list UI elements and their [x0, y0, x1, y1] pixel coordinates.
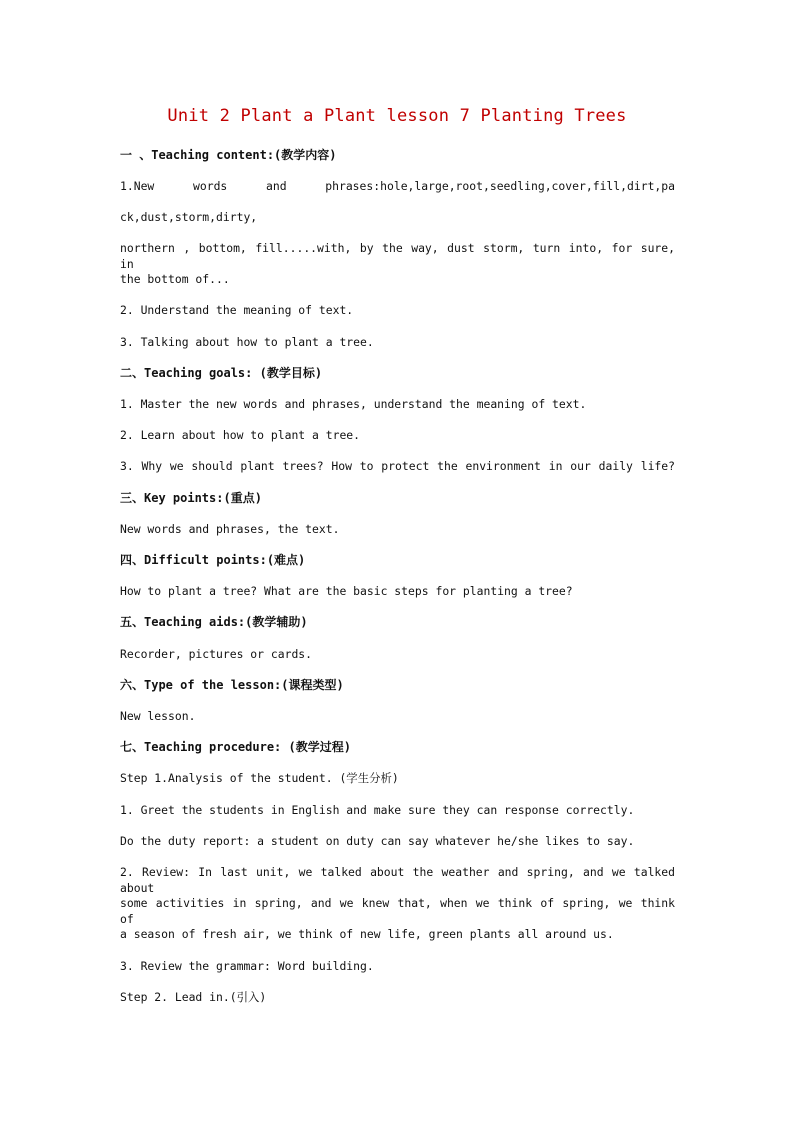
- paragraph-line: 2. Review: In last unit, we talked about the weather and spring, and we talked about: [120, 865, 675, 895]
- paragraph-line: New words and phrases, the text.: [120, 522, 340, 536]
- section-heading-teaching-content: 一 、Teaching content:(教学内容): [120, 148, 337, 162]
- paragraph-line: 1. Master the new words and phrases, understand the meaning of text.: [120, 397, 587, 411]
- section-heading-teaching-aids: 五、Teaching aids:(教学辅助): [120, 615, 308, 629]
- section-heading-difficult-points: 四、Difficult points:(难点): [120, 553, 306, 567]
- paragraph-line: northern , bottom, fill.....with, by the way, dust storm, turn into, for sure, in: [120, 241, 675, 271]
- paragraph-line: How to plant a tree? What are the basic steps for planting a tree?: [120, 584, 573, 598]
- paragraph-line: some activities in spring, and we knew that, when we think of spring, we think of: [120, 896, 675, 926]
- paragraph-line: ck,dust,storm,dirty,: [120, 210, 258, 224]
- section-heading-teaching-goals: 二、Teaching goals: (教学目标): [120, 366, 323, 380]
- paragraph-line: Do the duty report: a student on duty can say whatever he/she likes to say.: [120, 834, 635, 848]
- section-heading-teaching-procedure: 七、Teaching procedure: (教学过程): [120, 740, 351, 754]
- paragraph-line: 3. Why we should plant trees? How to protect the environment in our daily life?: [120, 459, 675, 473]
- section-heading-lesson-type: 六、Type of the lesson:(课程类型): [120, 678, 344, 692]
- paragraph-line: the bottom of...: [120, 272, 230, 286]
- paragraph-line: a season of fresh air, we think of new life, green plants all around us.: [120, 927, 614, 941]
- paragraph-line: New lesson.: [120, 709, 196, 723]
- paragraph-line: Recorder, pictures or cards.: [120, 647, 313, 661]
- paragraph-line: Step 2. Lead in.(引入): [120, 990, 267, 1004]
- paragraph-line: 1.New words and phrases:hole,large,root,seedling,cover,fill,dirt,pa: [120, 179, 675, 193]
- section-heading-key-points: 三、Key points:(重点): [120, 491, 262, 505]
- paragraph-line: 2. Learn about how to plant a tree.: [120, 428, 361, 442]
- paragraph-line: 2. Understand the meaning of text.: [120, 303, 354, 317]
- paragraph-line: 1. Greet the students in English and make sure they can response correctly.: [120, 803, 635, 817]
- document-title: Unit 2 Plant a Plant lesson 7 Planting Trees: [167, 106, 627, 126]
- paragraph-line: Step 1.Analysis of the student. (学生分析): [120, 771, 399, 785]
- paragraph-line: 3. Review the grammar: Word building.: [120, 959, 374, 973]
- paragraph-line: 3. Talking about how to plant a tree.: [120, 335, 374, 349]
